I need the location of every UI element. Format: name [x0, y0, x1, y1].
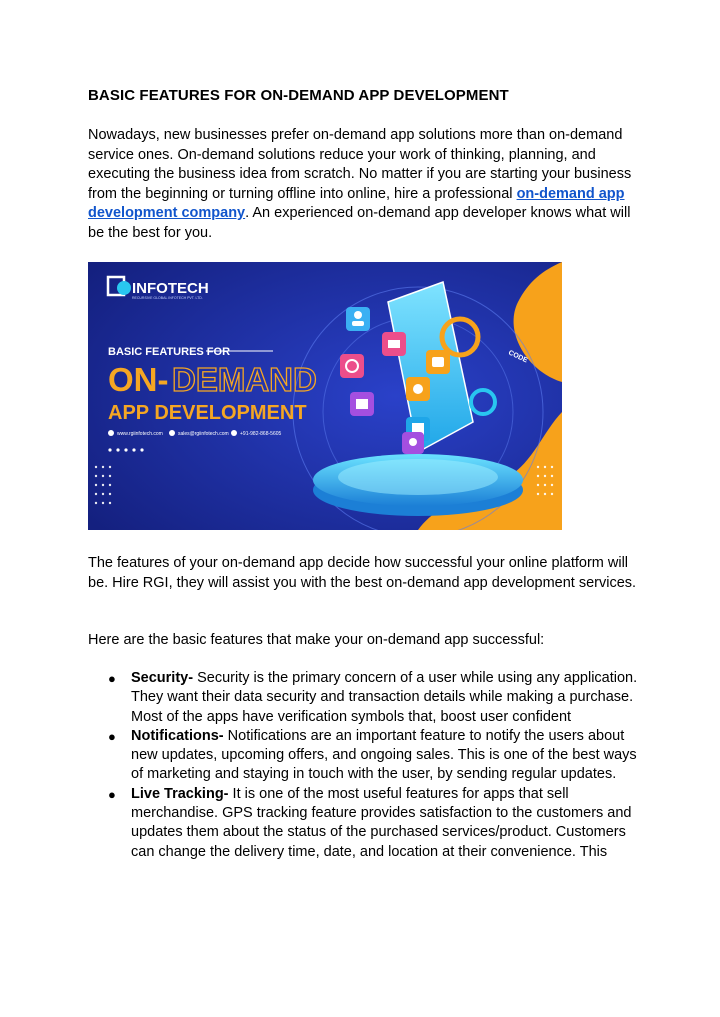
- page-title: BASIC FEATURES FOR ON-DEMAND APP DEVELOPMENT: [88, 87, 509, 104]
- banner-phone: +91-982-868-5605: [240, 431, 282, 437]
- banner-line2-b: DEMAND: [172, 361, 317, 398]
- features-list: [88, 669, 640, 862]
- banner-line1: BASIC FEATURES FOR: [108, 346, 231, 358]
- features-intro-paragraph: The features of your on-demand app decide how successful your online platform will be. Hire RGI, they will assist you with the best on-demand app development services.: [88, 555, 637, 591]
- banner-logo-text: INFOTECH: [132, 280, 209, 297]
- feature-text: It is one of the most useful features for apps that sell merchandise. GPS tracking feature provides satisfaction to the customers and updates them about the status of the purchased services/product. Customers can change the delivery time, date, and location at their convenience. This: [131, 785, 632, 860]
- banner-logo-sub: RECURSIVE GLOBAL INFOTECH PVT. LTD.: [132, 296, 203, 300]
- feature-text: Security is the primary concern of a user while using any application. They want their data security and transaction details while making a purchase. Most of the apps have verification symbols that, boost user confident: [131, 670, 638, 725]
- intro-text-start: Nowadays, new businesses prefer on-demand app solutions more than on-demand service ones. On-demand solutions reduce your work of thinking, planning, and executing the business idea from scratch. No matter if you are starting your business from the beginning or turning offline into online, hire a professional: [88, 127, 632, 202]
- feature-heading: Notifications-: [131, 727, 224, 744]
- banner-code-label: CODE: [507, 349, 529, 365]
- banner-email: sales@rgiinfotech.com: [178, 431, 229, 437]
- feature-heading: Security-: [131, 670, 194, 686]
- banner-website: www.rgiinfotech.com: [117, 431, 163, 437]
- on-demand-company-link[interactable]: on-demand app development company: [88, 185, 625, 222]
- feature-text: Notifications are an important feature to notify the users about new updates, upcoming offers, and ongoing sales. This is one of the best ways of marketing and staying in touch with the user, by sending regular updates.: [131, 727, 637, 783]
- intro-text-end: . An experienced on-demand app developer knows what will be the best for you.: [88, 205, 631, 241]
- list-item-security: [88, 669, 640, 727]
- list-item-notifications: [88, 727, 640, 785]
- banner-line2-a: ON-: [108, 361, 169, 398]
- intro-paragraph: [88, 126, 640, 244]
- bullet-icon: ●: [108, 728, 116, 744]
- feature-banner-image: [88, 262, 562, 530]
- features-lead-paragraph: Here are the basic features that make your on-demand app successful:: [88, 632, 545, 648]
- list-item-live-tracking: [88, 785, 640, 862]
- bullet-icon: ●: [108, 786, 116, 802]
- banner-line3: APP DEVELOPMENT: [108, 402, 307, 424]
- feature-heading: Live Tracking-: [131, 785, 229, 802]
- bullet-icon: ●: [108, 671, 116, 686]
